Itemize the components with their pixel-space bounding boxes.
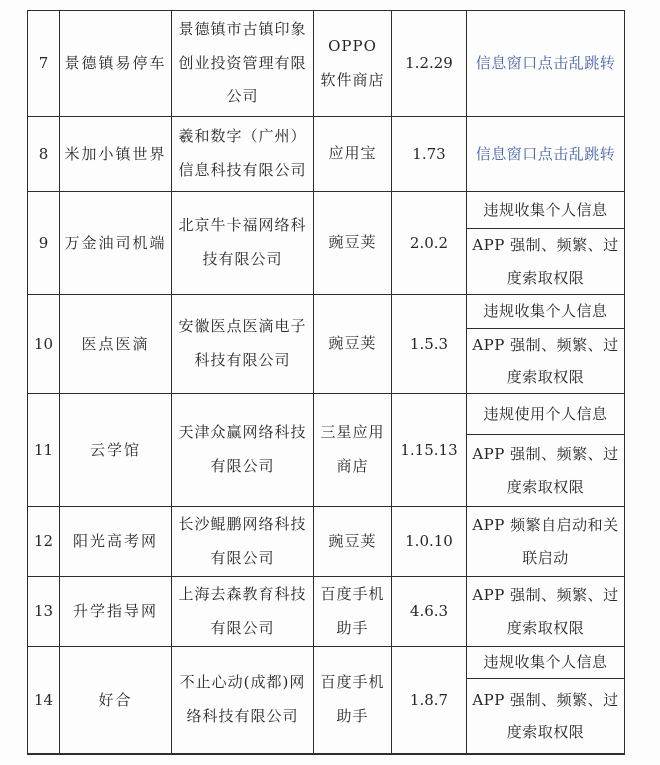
row-number-cell: 11 <box>33 440 54 459</box>
version-cell: 2.0.2 <box>391 192 466 294</box>
violation-cell <box>466 192 624 294</box>
company-cell: 羲和数字（广州）信息科技有限公司 <box>171 117 313 191</box>
violation-text: APP 强制、频繁、过度索取权限 <box>472 236 619 287</box>
violation-cell <box>466 295 624 393</box>
row-number-cell: 14 <box>33 690 54 709</box>
violation-text: APP 强制、频繁、过度索取权限 <box>472 335 619 386</box>
row-number-cell: 10 <box>33 334 54 353</box>
company-cell: 长沙鲲鹏网络科技有限公司 <box>171 507 313 576</box>
company-cell: 上海去森教育科技有限公司 <box>171 577 313 646</box>
company-cell: 天津众赢网络科技有限公司 <box>171 394 313 506</box>
app-name-cell: 医点医滴 <box>59 295 171 393</box>
company-cell: 景德镇市古镇印象创业投资管理有限公司 <box>171 11 313 116</box>
app-name-cell: 万金油司机端 <box>59 192 171 294</box>
store-cell: 应用宝 <box>313 117 391 191</box>
company-cell: 北京牛卡福网络科技有限公司 <box>171 192 313 294</box>
version-cell: 1.5.3 <box>391 295 466 393</box>
table-row <box>28 646 624 753</box>
store-cell: 三星应用商店 <box>313 394 391 506</box>
company-cell: 不止心动(成都)网络科技有限公司 <box>171 647 313 753</box>
row-number-cell: 8 <box>38 144 49 163</box>
violation-text: APP 强制、频繁、过度索取权限 <box>472 690 619 741</box>
violation-text: 违规收集个人信息 <box>467 295 624 329</box>
version-cell: 1.0.10 <box>391 507 466 576</box>
table-row <box>28 191 624 294</box>
app-name-cell: 云学馆 <box>59 394 171 506</box>
violation-text: 信息窗口点击乱跳转 <box>475 54 616 73</box>
violation-cell <box>466 394 624 506</box>
violation-text: 违规收集个人信息 <box>467 192 624 229</box>
app-name-cell: 好合 <box>59 647 171 753</box>
store-cell: 豌豆荚 <box>313 192 391 294</box>
table-row <box>28 576 624 646</box>
violation-text: APP 强制、频繁、过度索取权限 <box>472 445 619 496</box>
version-cell: 1.15.13 <box>391 394 466 506</box>
table-row <box>28 393 624 506</box>
version-cell: 1.8.7 <box>391 647 466 753</box>
store-cell: 百度手机助手 <box>313 577 391 646</box>
row-number-cell: 9 <box>38 233 49 252</box>
store-cell: 豌豆荚 <box>313 507 391 576</box>
table-row <box>28 506 624 576</box>
violation-cell <box>466 11 624 116</box>
version-cell: 4.6.3 <box>391 577 466 646</box>
store-cell: 百度手机助手 <box>313 647 391 753</box>
version-cell: 1.2.29 <box>391 11 466 116</box>
app-name-cell: 阳光高考网 <box>59 507 171 576</box>
violation-text: 违规收集个人信息 <box>467 647 624 679</box>
violation-text: APP 强制、频繁、过度索取权限 <box>472 586 619 637</box>
violation-text: 违规使用个人信息 <box>467 394 624 435</box>
app-name-cell: 米加小镇世界 <box>59 117 171 191</box>
violation-text: APP 频繁自启动和关联启动 <box>472 516 619 567</box>
table-row <box>28 11 624 116</box>
violation-cell <box>466 577 624 646</box>
violation-text: 信息窗口点击乱跳转 <box>475 144 616 163</box>
app-violation-table <box>27 10 625 755</box>
version-cell: 1.73 <box>391 117 466 191</box>
violation-cell <box>466 647 624 753</box>
violation-cell <box>466 507 624 576</box>
row-number-cell: 13 <box>33 602 54 620</box>
store-cell: 豌豆荚 <box>313 295 391 393</box>
company-cell: 安徽医点医滴电子科技有限公司 <box>171 295 313 393</box>
store-cell: OPPO 软件商店 <box>313 11 391 116</box>
table-row <box>28 294 624 393</box>
row-number-cell: 12 <box>33 532 54 550</box>
row-number-cell: 7 <box>38 54 49 72</box>
violation-cell <box>466 117 624 191</box>
table-row <box>28 116 624 191</box>
app-name-cell: 景德镇易停车 <box>59 11 171 116</box>
app-name-cell: 升学指导网 <box>59 577 171 646</box>
